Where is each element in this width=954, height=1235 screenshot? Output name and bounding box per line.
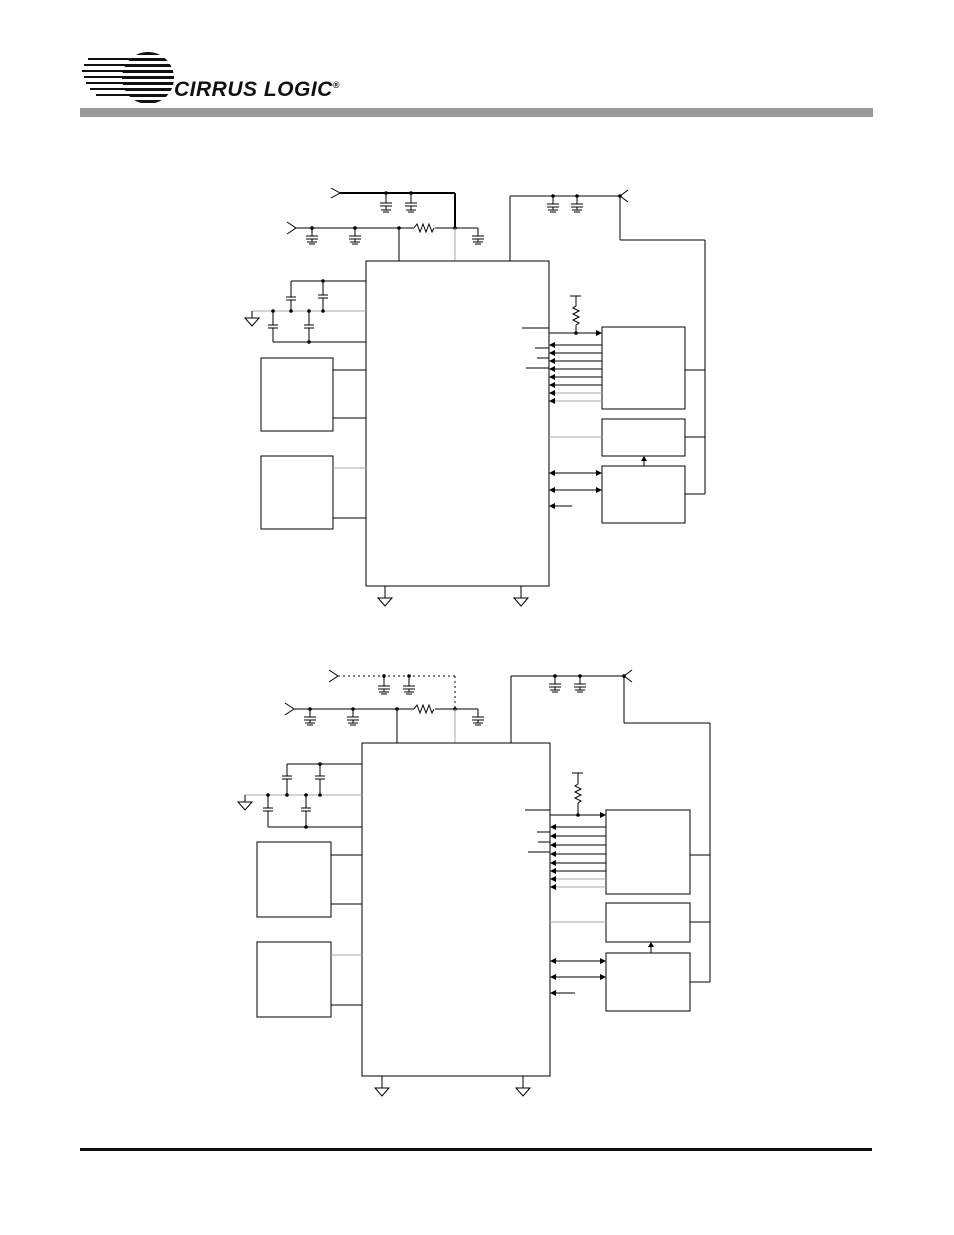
capacitor-ground-icon xyxy=(574,676,586,692)
capacitor-ground-icon xyxy=(349,228,361,244)
clock-block xyxy=(602,419,685,456)
supply-arrow-2a xyxy=(329,670,338,682)
supply-arrow-1a xyxy=(331,188,340,198)
capacitor-ground-icon xyxy=(549,676,561,692)
ground-icon xyxy=(516,1076,530,1096)
ground-icon xyxy=(514,586,528,606)
pullup-resistor-icon xyxy=(575,784,581,803)
main-ic-block xyxy=(366,261,549,586)
ground-icon xyxy=(375,1076,389,1096)
main-ic-block xyxy=(362,743,550,1076)
capacitor-ground-icon xyxy=(347,709,359,725)
interface-block xyxy=(602,327,685,409)
peripheral-block xyxy=(261,358,333,431)
ground-icon xyxy=(245,311,259,326)
resistor-icon xyxy=(414,705,434,713)
capacitor-ground-icon xyxy=(571,196,583,212)
memory-block xyxy=(606,953,690,1011)
peripheral-block xyxy=(257,942,331,1017)
peripheral-block xyxy=(261,456,333,529)
ground-icon xyxy=(378,586,392,606)
resistor-icon xyxy=(414,224,434,232)
logo-wordmark: CIRRUS LOGIC® xyxy=(174,78,340,101)
supply-arrow-2b xyxy=(285,703,294,715)
pullup-resistor-icon xyxy=(573,306,579,325)
memory-block xyxy=(602,466,685,523)
ground-icon xyxy=(238,795,252,810)
capacitor-ground-icon xyxy=(378,676,390,694)
capacitor-ground-icon xyxy=(403,676,415,694)
supply-arrow-1b xyxy=(287,222,296,234)
clock-block xyxy=(606,903,690,942)
capacitor-ground-icon xyxy=(472,228,484,244)
footer-rule xyxy=(80,1148,872,1151)
interface-block xyxy=(606,810,690,894)
capacitor-ground-icon xyxy=(405,193,417,212)
capacitor-ground-icon xyxy=(380,193,392,212)
schematic-1 xyxy=(245,188,705,606)
capacitor-ground-icon xyxy=(547,196,559,212)
peripheral-block xyxy=(257,842,331,917)
capacitor-ground-icon xyxy=(472,709,484,725)
capacitor-ground-icon xyxy=(304,709,316,725)
capacitor-ground-icon xyxy=(306,228,318,244)
schematic-2 xyxy=(238,670,710,1096)
